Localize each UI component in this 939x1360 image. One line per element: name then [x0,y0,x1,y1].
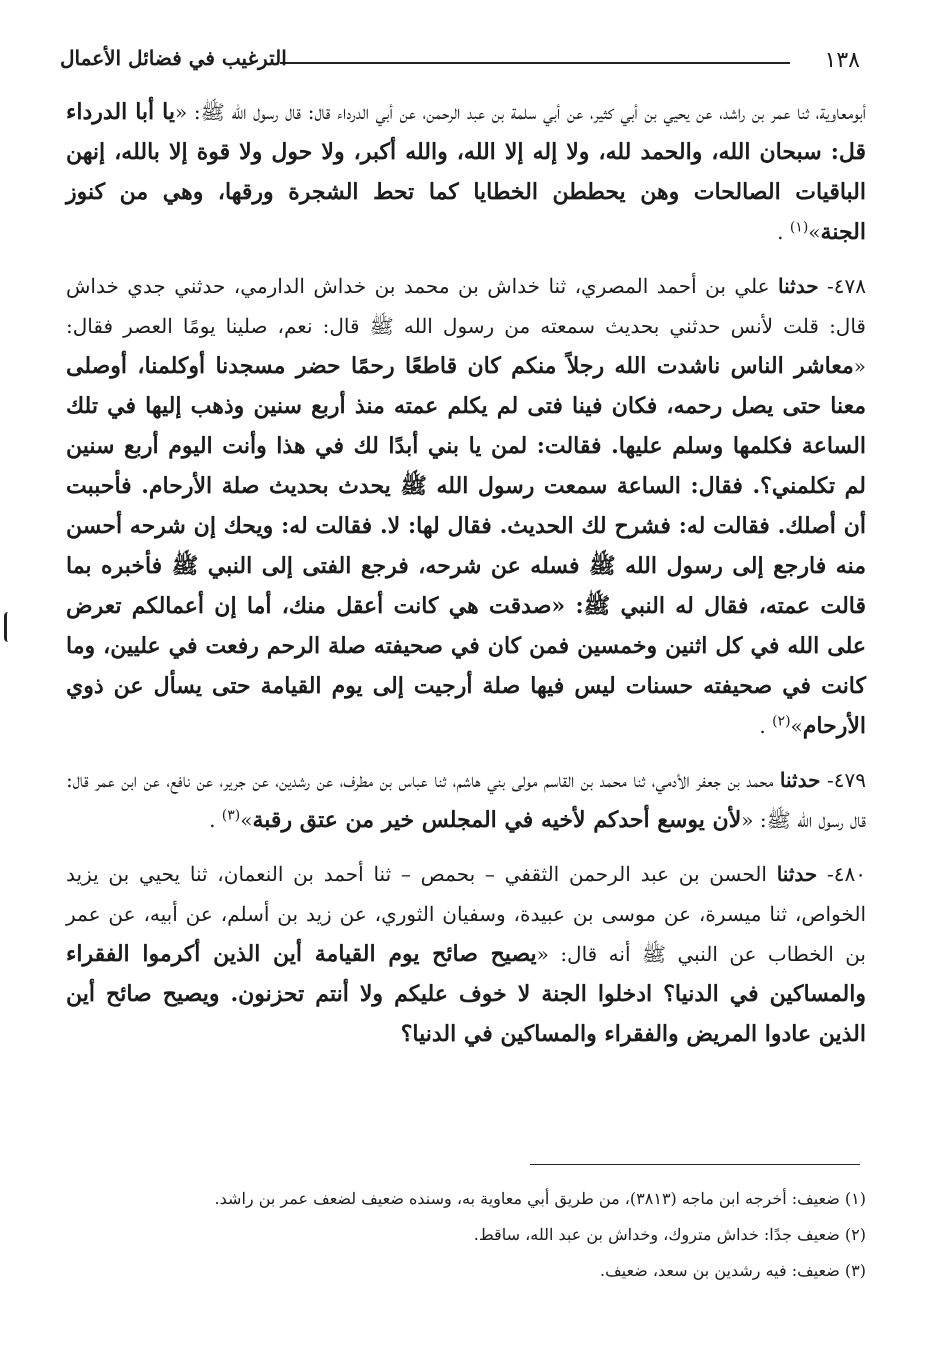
footnote-ref: (٣) [221,807,241,824]
isnad-text: محمد بن جعفر الأدمي، ثنا محمد بن القاسم مولى بني هاشم، ثنا عباس بن مطرف، عن رشدين، عن جرير، عن نافع، عن ابن عمر قال: قال رسول الله ﷺ: « [66,768,866,832]
footnote-ref: (٢) [772,713,791,730]
footnote-ref: (١) [789,219,809,236]
narration-lead: حدثنا [776,862,818,886]
running-title: الترغيب في فضائل الأعمال [60,46,287,70]
page-header [60,40,860,80]
footnote-rule [530,1164,860,1165]
hadith-paragraph: أبومعاوية، ثنا عمر بن راشد، عن يحيي بن أبي كثير، عن أبي سلمة بن عبد الرحمن، عن أبي الدرداء قال: قال رسول الله ﷺ: «يا أبا الدرداء قل: سبحان الله، والحمد لله، ولا إله إلا الله، والله أكبر، ولا حول ولا قوة إلا بالله، إنهن الباقيات الصالحات وهن يحططن الخطايا كما تحط الشجرة ورقها، وهي من كنوز الجنة»$^{(١)}$ . [66,99,867,245]
narration-lead: حدثنا [778,274,819,298]
isnad-text: علي بن أحمد المصري، ثنا خداش بن محمد بن خداش الدارمي، حدثني جدي خداش قال: قلت لأنس حدثني بحديث سمعته من رسول الله ﷺ قال: نعم، صلينا يومًا العصر فقال: « [66,274,866,378]
hadith-number: ٤٧٨- [827,274,867,298]
footnote: (٢) ضعيف جدًا: خداش متروك، وخداش بن عبد الله، ساقط. [473,1225,866,1244]
narration-lead: حدثنا [779,768,821,792]
matn-text: لأن يوسع أحدكم لأخيه في المجلس خير من عتق رقبة [252,807,742,833]
footnote: (٣) ضعيف: فيه رشدين بن سعد، ضعيف. [599,1261,866,1280]
matn-text: يا أبا الدرداء قل: سبحان الله، والحمد لله، ولا إله إلا الله، والله أكبر، ولا حول ولا قوة إلا بالله، إنهن الباقيات الصالحات وهن يحططن الخطايا كما تحط الشجرة ورقها، وهي من كنوز الجنة [66,99,867,245]
matn-text: يصيح صائح يوم القيامة أين الذين أكرموا الفقراء والمساكين في الدنيا؟ ادخلوا الجنة لا خوف عليكم ولا أنتم تحزنون. ويصيح صائح أين الذين عادوا المريض والفقراء والمساكين في الدنيا؟ [66,941,866,1047]
page-number: ١٣٨ [824,48,860,73]
margin-mark [4,612,13,642]
hadith-paragraph: ٤٧٨- حدثنا علي بن أحمد المصري، ثنا خداش بن محمد بن خداش الدارمي، حدثني جدي خداش قال: قلت لأنس حدثني بحديث سمعته من رسول الله ﷺ قال: نعم، صلينا يومًا العصر فقال: «معاشر الناس ناشدت الله رجلاً منكم كان قاطعًا رحمًا حضر مسجدنا أوكلمنا، أوصلى معنا حتى يصل رحمه، فكان فينا فتى لم يكلم عمته منذ أربع سنين وذهب إليها في تلك الساعة فكلمها وسلم عليها. فقالت: لمن يا بني أبدًا لك في هذا وأنت اليوم أربع سنين لم تكلمني؟. فقال: الساعة سمعت رسول الله ﷺ يحدث بحديث صلة الأرحام. فأحببت أن أصلك. فقالت له: فشرح لك الحديث. فقال لها: لا. فقالت له: ويحك إن شرحه أحسن منه فارجع إلى رسول الله ﷺ فسله عن شرحه، فرجع الفتى إلى النبي ﷺ فأخبره بما قالت عمته، فقال له النبي ﷺ: «صدقت هي كانت أعقل منك، أما إن أعمالكم تعرض على الله في كل اثنين وخمسين فمن كان في صحيفته صلة الرحم رفعت في عليين، وما كانت في صحيفته حسنات ليس فيها صلة أرجيت إلى يوم القيامة حتى يسأل عن ذوي الأرحام»$^{(٢)}$ . [66,274,867,739]
main-text [66,92,866,1068]
hadith-number: ٤٨٠- [827,862,866,886]
footnotes [66,1188,866,1296]
isnad-text: أبومعاوية، ثنا عمر بن راشد، عن يحيي بن أبي كثير، عن أبي سلمة بن عبد الرحمن، عن أبي الدرداء قال: قال رسول الله ﷺ: « [175,100,867,124]
hadith-paragraph: ٤٧٩- حدثنا محمد بن جعفر الأدمي، ثنا محمد بن القاسم مولى بني هاشم، ثنا عباس بن مطرف، عن رشدين، عن جرير، عن نافع، عن ابن عمر قال: قال رسول الله ﷺ: «لأن يوسع أحدكم لأخيه في المجلس خير من عتق رقبة»$^{(٣)}$ . [66,768,867,833]
matn-text: معاشر الناس ناشدت الله رجلاً منكم كان قاطعًا رحمًا حضر مسجدنا أوكلمنا، أوصلى معنا حتى يصل رحمه، فكان فينا فتى لم يكلم عمته منذ أربع سنين وذهب إليها في تلك الساعة فكلمها وسلم عليها. فقالت: لمن يا بني أبدًا لك في هذا وأنت اليوم أربع سنين لم تكلمني؟. فقال: الساعة سمعت رسول الله ﷺ يحدث بحديث صلة الأرحام. فأحببت أن أصلك. فقالت له: فشرح لك الحديث. فقال لها: لا. فقالت له: ويحك إن شرحه أحسن منه فارجع إلى رسول الله ﷺ فسله عن شرحه، فرجع الفتى إلى النبي ﷺ فأخبره بما قالت عمته، فقال له النبي ﷺ: «صدقت هي كانت أعقل منك، أما إن أعمالكم تعرض على الله في كل اثنين وخمسين فمن كان في صحيفته صلة الرحم رفعت في عليين، وما كانت في صحيفته حسنات ليس فيها صلة أرجيت إلى يوم القيامة حتى يسأل عن ذوي الأرحام [66,353,867,739]
hadith-paragraph [66,854,866,1054]
footnote: (١) ضعيف: أخرجه ابن ماجه (٣٨١٣)، من طريق أبي معاوية به، وسنده ضعيف لضعف عمر بن راشد. [214,1189,866,1208]
header-rule [280,62,790,64]
isnad-text: الحسن بن عبد الرحمن الثقفي – بحمص – ثنا أحمد بن النعمان، ثنا يحيي بن يزيد الخواص، ثنا ميسرة، عن موسى بن عبيدة، وسفيان الثوري، عن زيد بن أسلم، عن أبيه، عن عمر بن الخطاب عن النبي ﷺ أنه قال: « [66,862,866,966]
hadith-number: ٤٧٩- [827,768,867,792]
